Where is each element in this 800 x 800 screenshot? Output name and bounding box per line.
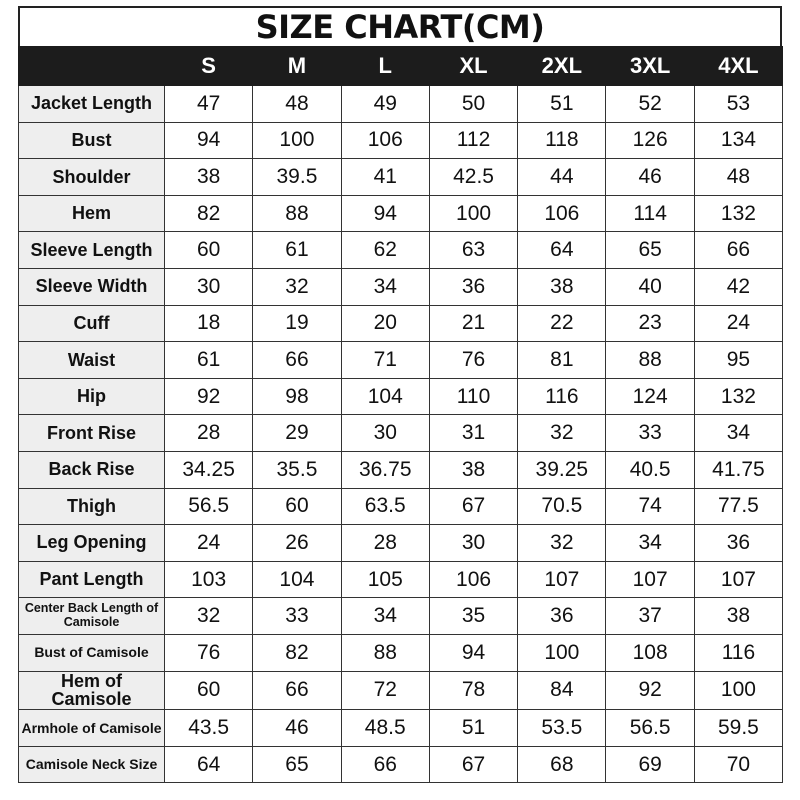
- table-row: [19, 746, 783, 783]
- measurement-label: Center Back Length of Camisole: [19, 598, 165, 635]
- table-row: [19, 488, 783, 525]
- measurement-label: Shoulder: [19, 159, 165, 196]
- measurement-value: 34: [341, 268, 429, 305]
- size-header: XL: [429, 47, 517, 86]
- measurement-value: 32: [518, 415, 606, 452]
- measurement-value: 104: [341, 378, 429, 415]
- measurement-value: 61: [165, 342, 253, 379]
- measurement-value: 28: [341, 525, 429, 562]
- measurement-value: 67: [429, 746, 517, 783]
- measurement-value: 100: [429, 195, 517, 232]
- measurement-value: 41: [341, 159, 429, 196]
- measurement-value: 114: [606, 195, 694, 232]
- table-row: [19, 305, 783, 342]
- measurement-label: Leg Opening: [19, 525, 165, 562]
- measurement-value: 21: [429, 305, 517, 342]
- table-row: [19, 671, 783, 710]
- measurement-value: 29: [253, 415, 341, 452]
- measurement-value: 22: [518, 305, 606, 342]
- measurement-value: 24: [694, 305, 782, 342]
- header-row: [19, 47, 783, 86]
- measurement-value: 104: [253, 561, 341, 598]
- table-row: [19, 342, 783, 379]
- size-header: S: [165, 47, 253, 86]
- measurement-value: 42: [694, 268, 782, 305]
- measurement-label: Camisole Neck Size: [19, 746, 165, 783]
- measurement-value: 49: [341, 86, 429, 123]
- measurement-label: Bust of Camisole: [19, 634, 165, 671]
- measurement-label: Cuff: [19, 305, 165, 342]
- table-row: [19, 159, 783, 196]
- measurement-value: 92: [165, 378, 253, 415]
- measurement-value: 65: [253, 746, 341, 783]
- measurement-value: 65: [606, 232, 694, 269]
- measurement-value: 30: [341, 415, 429, 452]
- measurement-value: 36: [518, 598, 606, 635]
- measurement-value: 103: [165, 561, 253, 598]
- measurement-value: 94: [341, 195, 429, 232]
- measurement-value: 88: [606, 342, 694, 379]
- table-row: [19, 525, 783, 562]
- measurement-value: 40: [606, 268, 694, 305]
- measurement-label: Sleeve Length: [19, 232, 165, 269]
- measurement-value: 51: [429, 710, 517, 747]
- measurement-value: 81: [518, 342, 606, 379]
- measurement-value: 36: [429, 268, 517, 305]
- measurement-value: 43.5: [165, 710, 253, 747]
- measurement-value: 105: [341, 561, 429, 598]
- size-chart: [18, 6, 782, 783]
- measurement-value: 19: [253, 305, 341, 342]
- measurement-label: Thigh: [19, 488, 165, 525]
- measurement-value: 35.5: [253, 451, 341, 488]
- measurement-value: 82: [253, 634, 341, 671]
- measurement-value: 112: [429, 122, 517, 159]
- measurement-value: 107: [694, 561, 782, 598]
- measurement-value: 62: [341, 232, 429, 269]
- measurement-value: 66: [253, 342, 341, 379]
- measurement-value: 46: [606, 159, 694, 196]
- measurement-value: 61: [253, 232, 341, 269]
- measurement-value: 63.5: [341, 488, 429, 525]
- measurement-label: Hem: [19, 195, 165, 232]
- measurement-value: 74: [606, 488, 694, 525]
- measurement-value: 46: [253, 710, 341, 747]
- measurement-value: 134: [694, 122, 782, 159]
- measurement-value: 38: [429, 451, 517, 488]
- measurement-value: 26: [253, 525, 341, 562]
- measurement-value: 30: [429, 525, 517, 562]
- table-row: [19, 86, 783, 123]
- measurement-value: 100: [253, 122, 341, 159]
- measurement-value: 64: [165, 746, 253, 783]
- measurement-value: 126: [606, 122, 694, 159]
- measurement-value: 77.5: [694, 488, 782, 525]
- measurement-value: 107: [518, 561, 606, 598]
- measurement-value: 66: [694, 232, 782, 269]
- measurement-value: 95: [694, 342, 782, 379]
- measurement-value: 39.5: [253, 159, 341, 196]
- measurement-value: 68: [518, 746, 606, 783]
- measurement-value: 38: [165, 159, 253, 196]
- measurement-value: 28: [165, 415, 253, 452]
- measurement-value: 39.25: [518, 451, 606, 488]
- table-row: [19, 451, 783, 488]
- measurement-value: 34: [606, 525, 694, 562]
- measurement-value: 32: [165, 598, 253, 635]
- measurement-label: Waist: [19, 342, 165, 379]
- measurement-value: 18: [165, 305, 253, 342]
- table-row: [19, 634, 783, 671]
- measurement-value: 69: [606, 746, 694, 783]
- header-corner-cell: [19, 47, 165, 86]
- measurement-value: 44: [518, 159, 606, 196]
- measurement-value: 48.5: [341, 710, 429, 747]
- measurement-value: 20: [341, 305, 429, 342]
- measurement-value: 40.5: [606, 451, 694, 488]
- measurement-value: 66: [341, 746, 429, 783]
- measurement-value: 34.25: [165, 451, 253, 488]
- measurement-value: 50: [429, 86, 517, 123]
- measurement-value: 23: [606, 305, 694, 342]
- measurement-value: 110: [429, 378, 517, 415]
- measurement-label: Hem of Camisole: [19, 671, 165, 710]
- measurement-value: 88: [253, 195, 341, 232]
- measurement-value: 36.75: [341, 451, 429, 488]
- measurement-value: 106: [518, 195, 606, 232]
- measurement-value: 30: [165, 268, 253, 305]
- table-row: [19, 415, 783, 452]
- size-header: 3XL: [606, 47, 694, 86]
- measurement-value: 33: [253, 598, 341, 635]
- measurement-value: 78: [429, 671, 517, 710]
- measurement-value: 34: [694, 415, 782, 452]
- table-row: [19, 598, 783, 635]
- table-row: [19, 378, 783, 415]
- measurement-value: 33: [606, 415, 694, 452]
- measurement-value: 92: [606, 671, 694, 710]
- measurement-value: 38: [694, 598, 782, 635]
- measurement-value: 41.75: [694, 451, 782, 488]
- measurement-value: 124: [606, 378, 694, 415]
- measurement-value: 116: [518, 378, 606, 415]
- table-row: [19, 710, 783, 747]
- measurement-value: 106: [341, 122, 429, 159]
- table-row: [19, 195, 783, 232]
- measurement-value: 60: [165, 232, 253, 269]
- measurement-value: 64: [518, 232, 606, 269]
- measurement-value: 71: [341, 342, 429, 379]
- measurement-label: Bust: [19, 122, 165, 159]
- measurement-value: 116: [694, 634, 782, 671]
- measurement-value: 52: [606, 86, 694, 123]
- measurement-value: 88: [341, 634, 429, 671]
- measurement-label: Armhole of Camisole: [19, 710, 165, 747]
- measurement-value: 100: [694, 671, 782, 710]
- measurement-label: Jacket Length: [19, 86, 165, 123]
- measurement-value: 108: [606, 634, 694, 671]
- measurement-value: 66: [253, 671, 341, 710]
- chart-title: SIZE CHART(CM): [18, 6, 782, 46]
- measurement-label: Hip: [19, 378, 165, 415]
- measurement-value: 70.5: [518, 488, 606, 525]
- measurement-value: 132: [694, 195, 782, 232]
- size-header: L: [341, 47, 429, 86]
- measurement-value: 84: [518, 671, 606, 710]
- measurement-value: 38: [518, 268, 606, 305]
- measurement-value: 76: [165, 634, 253, 671]
- measurement-value: 56.5: [606, 710, 694, 747]
- table-row: [19, 268, 783, 305]
- measurement-label: Back Rise: [19, 451, 165, 488]
- measurement-value: 36: [694, 525, 782, 562]
- measurement-value: 32: [518, 525, 606, 562]
- measurement-value: 107: [606, 561, 694, 598]
- measurement-value: 94: [165, 122, 253, 159]
- measurement-value: 42.5: [429, 159, 517, 196]
- size-header: 4XL: [694, 47, 782, 86]
- table-row: [19, 561, 783, 598]
- measurement-value: 76: [429, 342, 517, 379]
- measurement-value: 72: [341, 671, 429, 710]
- size-header: 2XL: [518, 47, 606, 86]
- measurement-value: 35: [429, 598, 517, 635]
- measurement-value: 118: [518, 122, 606, 159]
- measurement-value: 70: [694, 746, 782, 783]
- measurement-value: 31: [429, 415, 517, 452]
- table-row: [19, 232, 783, 269]
- measurement-value: 67: [429, 488, 517, 525]
- measurement-value: 60: [165, 671, 253, 710]
- measurement-value: 48: [253, 86, 341, 123]
- measurement-value: 63: [429, 232, 517, 269]
- measurement-value: 53: [694, 86, 782, 123]
- measurement-value: 53.5: [518, 710, 606, 747]
- measurement-value: 94: [429, 634, 517, 671]
- measurement-value: 56.5: [165, 488, 253, 525]
- size-table: [18, 46, 783, 783]
- measurement-value: 37: [606, 598, 694, 635]
- table-row: [19, 122, 783, 159]
- measurement-value: 32: [253, 268, 341, 305]
- measurement-value: 60: [253, 488, 341, 525]
- measurement-value: 24: [165, 525, 253, 562]
- measurement-value: 82: [165, 195, 253, 232]
- measurement-label: Pant Length: [19, 561, 165, 598]
- measurement-value: 106: [429, 561, 517, 598]
- measurement-value: 51: [518, 86, 606, 123]
- size-header: M: [253, 47, 341, 86]
- table-body: [19, 86, 783, 783]
- measurement-value: 59.5: [694, 710, 782, 747]
- measurement-value: 47: [165, 86, 253, 123]
- measurement-value: 100: [518, 634, 606, 671]
- measurement-label: Front Rise: [19, 415, 165, 452]
- measurement-label: Sleeve Width: [19, 268, 165, 305]
- measurement-value: 34: [341, 598, 429, 635]
- measurement-value: 48: [694, 159, 782, 196]
- measurement-value: 98: [253, 378, 341, 415]
- measurement-value: 132: [694, 378, 782, 415]
